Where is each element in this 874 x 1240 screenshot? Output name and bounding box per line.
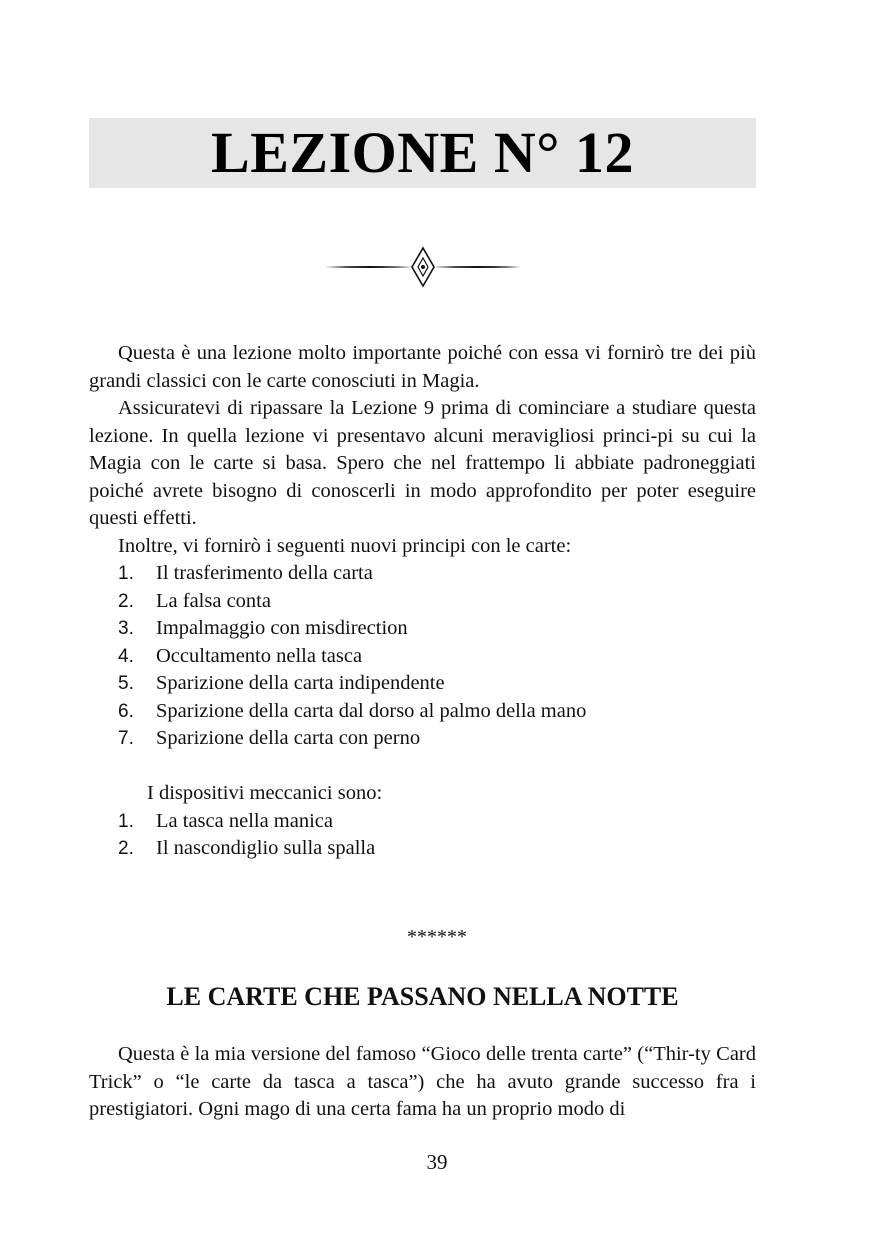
list-text: Impalmaggio con misdirection [156, 617, 408, 639]
list-item [89, 835, 756, 863]
section-body [89, 1041, 756, 1124]
list-item [89, 725, 756, 753]
list-text: Sparizione della carta dal dorso al palmo della mano [156, 699, 587, 722]
list-text: La tasca nella manica [156, 809, 333, 832]
list-number: 4. [118, 645, 134, 667]
list-text: Occultamento nella tasca [156, 644, 363, 667]
section-title: LE CARTE CHE PASSANO NELLA NOTTE [166, 982, 679, 1011]
intro-paragraph: Questa è una lezione molto importante poiché con essa vi fornirò tre dei più grandi classici con le carte conosciuti in Magia. [89, 342, 756, 392]
list-number: 7. [118, 728, 134, 749]
list-text: Sparizione della carta con perno [156, 727, 421, 749]
list-number: 2. [118, 590, 134, 612]
list-number: 2. [118, 838, 134, 859]
list-item [89, 588, 756, 616]
list-item [89, 560, 756, 588]
devices-intro: I dispositivi meccanici sono: [147, 782, 383, 804]
list-item [89, 643, 756, 671]
intro-paragraph: Inoltre, vi fornirò i seguenti nuovi principi con le carte: [118, 534, 572, 557]
devices-list [89, 808, 756, 863]
list-text: Il trasferimento della carta [156, 562, 373, 584]
list-number: 3. [118, 618, 134, 639]
list-item [89, 808, 756, 836]
list-number: 1. [118, 810, 134, 832]
list-number: 1. [118, 563, 134, 584]
list-item [89, 670, 756, 698]
list-number: 5. [118, 673, 134, 694]
title-band [89, 118, 756, 188]
intro-paragraph: Assicuratevi di ripassare la Lezione 9 prima di cominciare a studiare questa lezione. In quella lezione vi presentavo alcuni meravigliosi princi-pi su cui la Magia con le carte si basa. Spero che nel frattempo li abbiate padroneggiati poiché avrete bisogno di conoscerli in modo approfondito per poter eseguire questi effetti. [89, 397, 756, 529]
list-number: 6. [118, 700, 134, 722]
list-text: Sparizione della carta indipendente [156, 672, 445, 694]
list-item [89, 615, 756, 643]
decorative-ornament-icon [325, 246, 521, 288]
list-text: La falsa conta [156, 589, 271, 612]
list-item [89, 698, 756, 726]
page-number: 39 [426, 1150, 448, 1174]
section-separator: ****** [407, 926, 467, 948]
list-text: Il nascondiglio sulla spalla [156, 837, 376, 859]
section-paragraph: Questa è la mia versione del famoso “Gioco delle trenta carte” (“Thir-ty Card Trick” o “le carte da tasca a tasca”) che ha avuto grande successo fra i prestigiatori. Ogni mago di una certa fama ha un proprio modo di [89, 1043, 756, 1120]
principles-list [89, 560, 756, 753]
lesson-title: LEZIONE N° 12 [211, 120, 634, 185]
lesson-body [89, 340, 756, 863]
